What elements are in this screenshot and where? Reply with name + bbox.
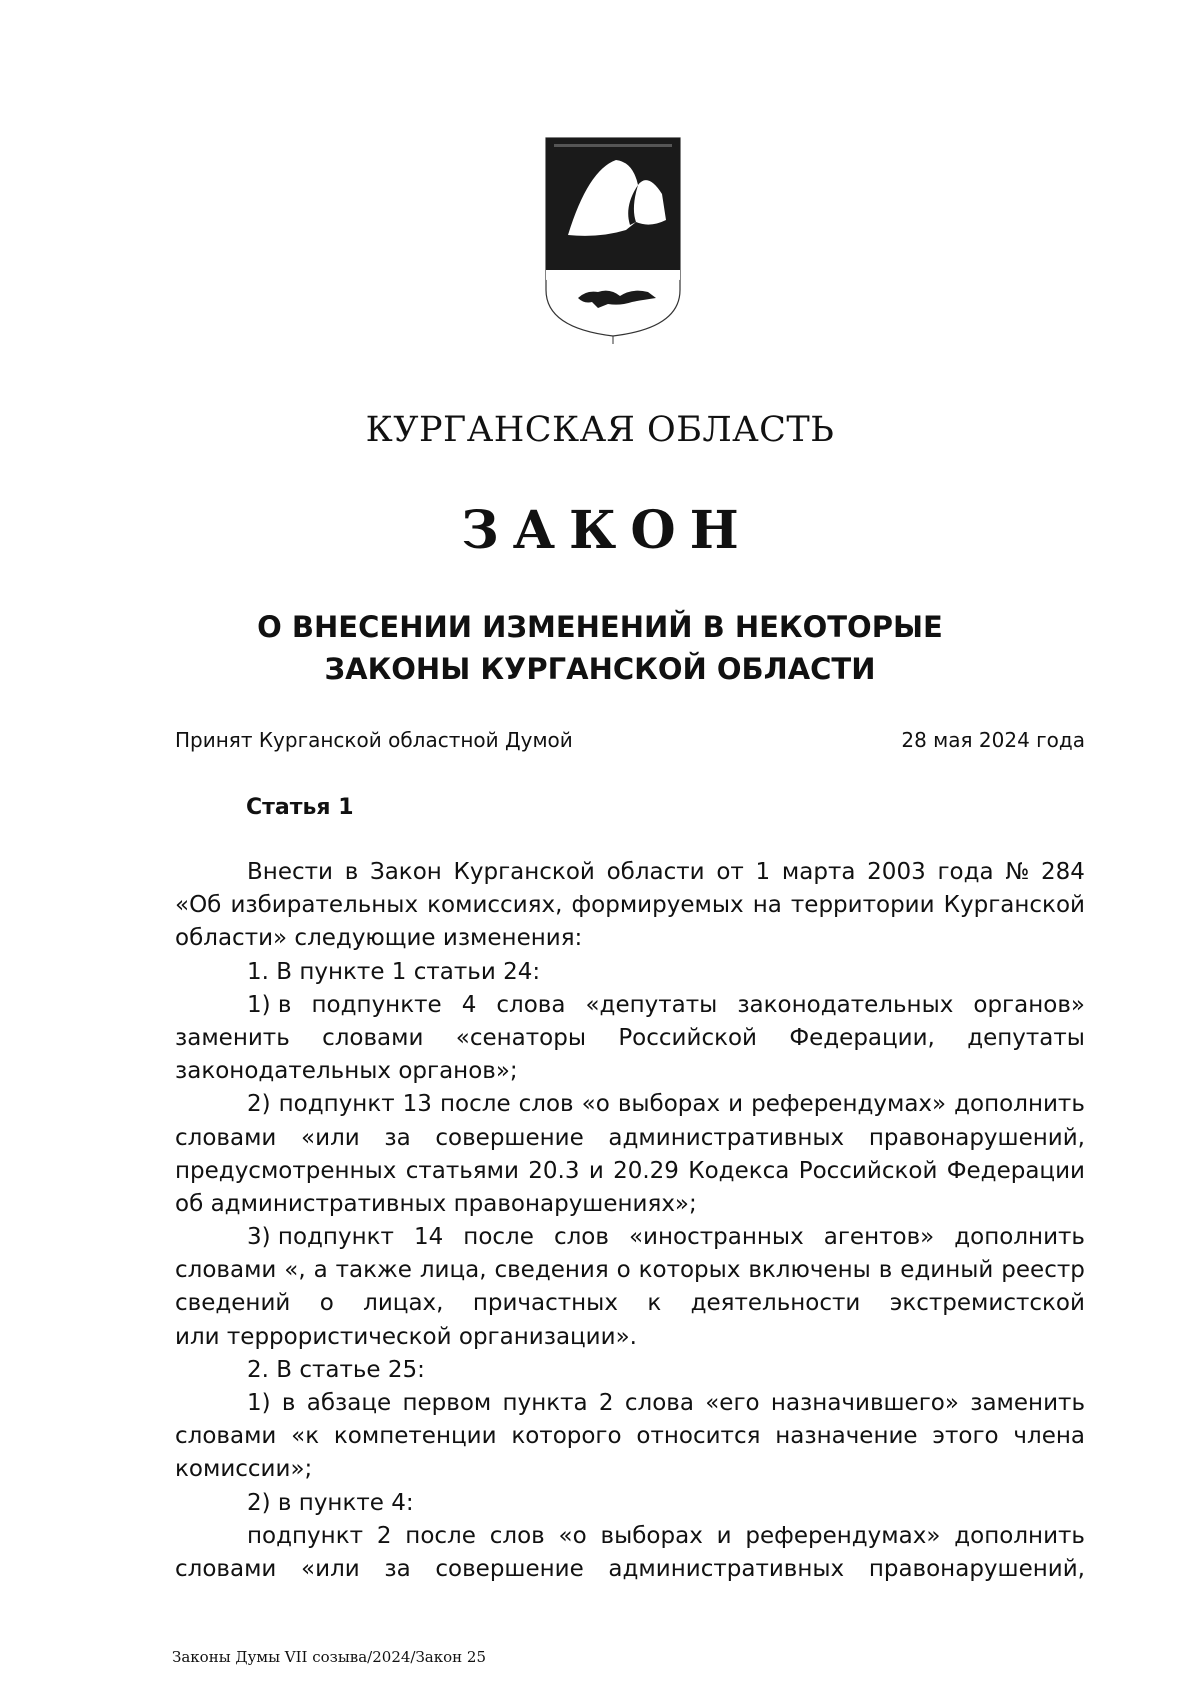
- article-word: слов: [553, 1224, 609, 1251]
- article-word: словами: [175, 1257, 277, 1284]
- article-word: Внести: [247, 859, 333, 885]
- article-line: [175, 1022, 1085, 1055]
- article-word: выборах: [617, 1091, 721, 1118]
- article-body: [175, 856, 1085, 1586]
- article-word: после: [405, 1522, 476, 1549]
- article-word: словами: [175, 1124, 277, 1151]
- article-word: «или: [301, 1555, 360, 1582]
- article-word: единый: [900, 1257, 994, 1284]
- article-word: подпункт: [247, 1522, 363, 1549]
- article-word: «депутаты: [585, 991, 718, 1018]
- article-word: экстремистской: [889, 1290, 1085, 1317]
- article-word: «о: [581, 1091, 610, 1118]
- article-word: о: [319, 1290, 334, 1317]
- article-word: предусмотренных: [175, 1157, 397, 1184]
- article-word: дополнить: [954, 1522, 1085, 1549]
- article-word: 1): [247, 1390, 271, 1416]
- article-line: [175, 1155, 1085, 1188]
- article-word: словами: [175, 1555, 277, 1582]
- article-word: избирательных: [230, 892, 419, 919]
- article-word: пункта: [502, 1390, 588, 1416]
- article-word: слов: [489, 1522, 545, 1549]
- article-word: компетенции: [333, 1423, 497, 1450]
- article-word: законодательных органов»;: [175, 1058, 518, 1085]
- article-word: члена: [1013, 1423, 1085, 1450]
- article-line: [175, 1520, 1085, 1553]
- article-word: 1) в: [247, 991, 292, 1018]
- law-subject-line: О ВНЕСЕНИИ ИЗМЕНЕНИЙ В НЕКОТОРЫЕ: [257, 610, 943, 644]
- article-word: референдумах»: [751, 1091, 947, 1118]
- article-word: причастных: [472, 1290, 618, 1317]
- article-word: «его: [705, 1390, 760, 1416]
- article-word: 20.29: [613, 1157, 679, 1184]
- article-heading: Статья 1: [246, 795, 354, 820]
- law-subject: [0, 606, 1200, 690]
- article-word: Курганской: [453, 859, 595, 885]
- article-word: реестр: [1001, 1257, 1085, 1284]
- article-line: [175, 1453, 1085, 1486]
- article-word: сведений: [175, 1290, 291, 1317]
- article-word: «,: [284, 1257, 306, 1284]
- article-word: заменить: [175, 1024, 290, 1051]
- article-word: 13: [402, 1091, 432, 1118]
- law-subject-line: ЗАКОНЫ КУРГАНСКОЙ ОБЛАСТИ: [324, 652, 876, 686]
- article-word: или террористической организации».: [175, 1323, 637, 1350]
- document-type: ЗАКОН: [461, 500, 753, 561]
- article-word: на: [752, 892, 782, 919]
- article-word: Закон: [369, 859, 442, 885]
- article-line: [175, 1487, 1085, 1520]
- article-word: после: [439, 1091, 511, 1118]
- article-word: этого: [932, 1423, 999, 1450]
- article-word: выборах: [600, 1522, 703, 1549]
- article-word: правонарушений,: [868, 1555, 1085, 1582]
- article-line: [175, 989, 1085, 1022]
- article-word: Федерации,: [789, 1024, 935, 1051]
- article-word: и: [588, 1157, 604, 1184]
- article-word: дополнить: [954, 1224, 1085, 1251]
- article-word: 4: [461, 991, 477, 1018]
- article-line: [175, 856, 1085, 889]
- article-word: 2: [376, 1522, 392, 1549]
- article-line: [175, 922, 1085, 955]
- article-word: 2): [247, 1091, 271, 1118]
- article-word: назначение: [775, 1423, 918, 1450]
- article-word: словами: [175, 1423, 277, 1450]
- article-word: в: [281, 1390, 296, 1416]
- article-line: [175, 1055, 1085, 1088]
- article-line: [175, 1221, 1085, 1254]
- article-word: подпункте: [311, 991, 442, 1018]
- article-word: административных: [608, 1124, 845, 1151]
- article-word: «или: [301, 1124, 360, 1151]
- article-line: [175, 889, 1085, 922]
- article-word: назначившего»: [770, 1390, 959, 1416]
- article-word: лица,: [419, 1257, 487, 1284]
- article-word: №: [1005, 859, 1030, 885]
- article-line: [175, 1420, 1085, 1453]
- article-word: 2) в пункте 4:: [247, 1489, 414, 1516]
- article-word: «сенаторы: [455, 1024, 586, 1051]
- article-word: 20.3: [528, 1157, 580, 1184]
- article-word: 2. В статье 25:: [247, 1356, 425, 1383]
- article-word: к: [647, 1290, 662, 1317]
- article-line: [175, 1088, 1085, 1121]
- article-word: области» следующие изменения:: [175, 925, 583, 952]
- article-word: слова: [624, 1390, 694, 1416]
- article-word: подпункт: [278, 1091, 395, 1118]
- article-word: слова: [496, 991, 566, 1018]
- adoption-row: [175, 728, 1085, 752]
- article-word: деятельности: [690, 1290, 861, 1317]
- article-word: «иностранных: [628, 1224, 804, 1251]
- article-word: референдумах»: [745, 1522, 941, 1549]
- article-word: лицах,: [363, 1290, 444, 1317]
- article-line: [175, 1387, 1085, 1420]
- article-word: 2003: [867, 859, 926, 885]
- article-word: о: [616, 1257, 631, 1284]
- article-word: первом: [402, 1390, 492, 1416]
- article-line: [175, 1188, 1085, 1221]
- article-line: [175, 1122, 1085, 1155]
- article-word: года: [937, 859, 994, 885]
- article-word: территории: [790, 892, 935, 919]
- article-word: комиссии»;: [175, 1456, 313, 1483]
- article-word: совершение: [435, 1555, 584, 1582]
- article-word: комиссиях,: [427, 892, 563, 919]
- article-line: [175, 1287, 1085, 1320]
- article-word: в: [878, 1257, 893, 1284]
- article-word: относится: [636, 1423, 761, 1450]
- article-word: а: [313, 1257, 328, 1284]
- article-word: дополнить: [954, 1091, 1085, 1118]
- article-line: [175, 1254, 1085, 1287]
- article-word: включены: [748, 1257, 871, 1284]
- article-word: 1: [755, 859, 771, 885]
- article-line: [175, 1321, 1085, 1354]
- article-line: [175, 1354, 1085, 1387]
- article-word: после: [463, 1224, 534, 1251]
- article-word: и: [728, 1091, 744, 1118]
- article-word: агентов»: [823, 1224, 935, 1251]
- article-word: Курганской: [943, 892, 1085, 919]
- article-word: также: [335, 1257, 412, 1284]
- article-word: совершение: [435, 1124, 584, 1151]
- article-word: статьями: [405, 1157, 519, 1184]
- article-word: 3) подпункт: [247, 1224, 394, 1251]
- article-word: 14: [413, 1224, 444, 1251]
- article-word: об административных правонарушениях»;: [175, 1190, 697, 1217]
- article-word: 1. В пункте 1 статьи 24:: [247, 958, 541, 985]
- article-word: 2: [598, 1390, 614, 1416]
- article-word: правонарушений,: [868, 1124, 1085, 1151]
- article-word: формируемых: [571, 892, 744, 919]
- article-word: слов: [518, 1091, 574, 1118]
- region-name: КУРГАНСКАЯ ОБЛАСТЬ: [365, 410, 835, 450]
- article-word: «о: [558, 1522, 587, 1549]
- article-word: законодательных: [737, 991, 954, 1018]
- article-word: органов»: [973, 991, 1085, 1018]
- article-word: Российской: [618, 1024, 757, 1051]
- article-word: депутаты: [967, 1024, 1085, 1051]
- article-word: за: [384, 1124, 411, 1151]
- article-word: «Об: [175, 892, 222, 919]
- article-line: [175, 956, 1085, 989]
- article-line: [175, 1553, 1085, 1586]
- article-word: административных: [608, 1555, 845, 1582]
- article-word: 284: [1040, 859, 1085, 885]
- article-word: заменить: [970, 1390, 1085, 1416]
- article-word: в: [344, 859, 359, 885]
- article-word: которого: [511, 1423, 622, 1450]
- article-word: словами: [322, 1024, 424, 1051]
- article-word: марта: [781, 859, 856, 885]
- coat-of-arms-icon: [538, 130, 688, 370]
- article-word: абзаце: [306, 1390, 392, 1416]
- article-word: Российской: [798, 1157, 938, 1184]
- article-word: Кодекса: [688, 1157, 790, 1184]
- article-word: «к: [291, 1423, 320, 1450]
- article-word: за: [384, 1555, 411, 1582]
- article-word: сведения: [494, 1257, 609, 1284]
- footer-reference: Законы Думы VII созыва/2024/Закон 25: [172, 1648, 487, 1666]
- article-word: Федерации: [946, 1157, 1085, 1184]
- article-word: и: [716, 1522, 732, 1549]
- adoption-date: 28 мая 2024 года: [901, 728, 1085, 752]
- article-word: от: [716, 859, 744, 885]
- adopting-body: Принят Курганской областной Думой: [175, 728, 573, 752]
- article-word: которых: [638, 1257, 741, 1284]
- article-word: области: [606, 859, 705, 885]
